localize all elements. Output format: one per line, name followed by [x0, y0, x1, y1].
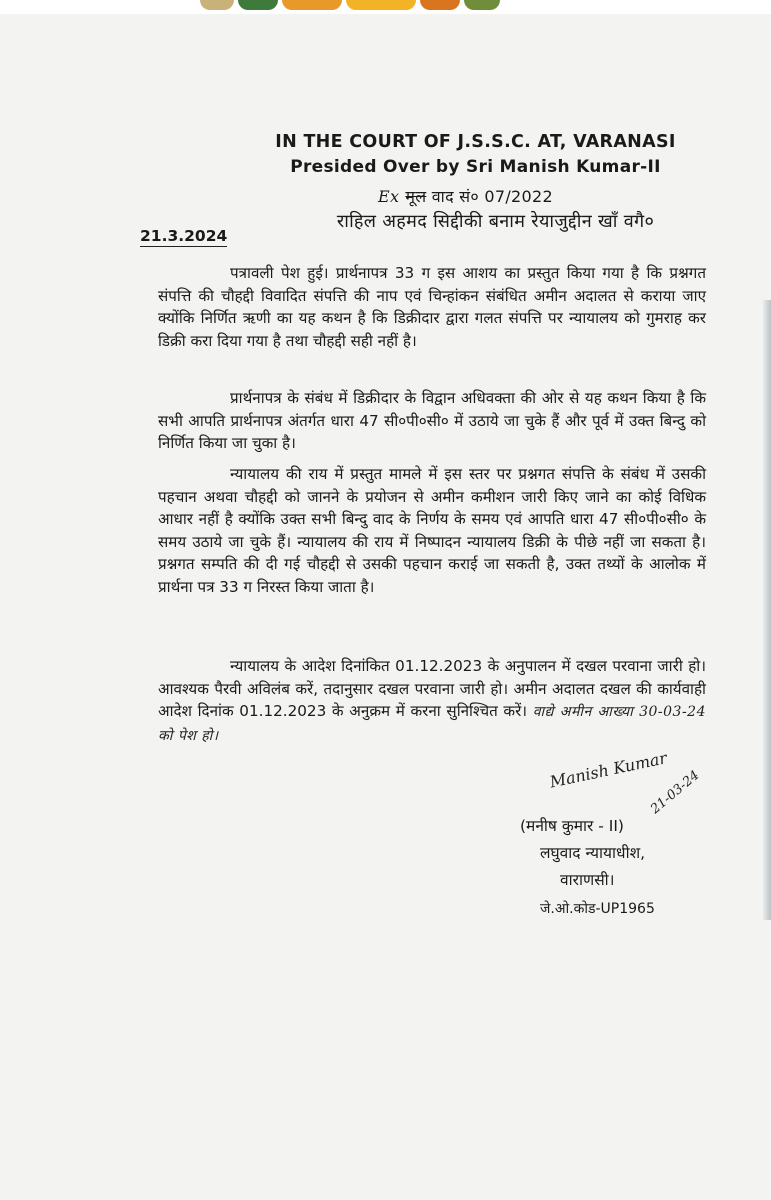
paragraph-1: [158, 262, 706, 352]
paragraph-2: [158, 387, 706, 455]
paragraph-4-text: न्यायालय के आदेश दिनांकित 01.12.2023 के अनुपालन में दखल परवाना जारी हो। आवश्यक पैरवी अविलंब करें, तदानुसार दखल परवाना जारी हो। अमीन अदालत दखल की कार्यवाही आदेश दिनांक 01.12.2023 के अनुक्रम में करना सुनिश्चित करें।: [158, 657, 706, 720]
case-parties: राहिल अहमद सिद्दीकी बनाम रेयाजुद्दीन खाँ वगै०: [336, 211, 655, 232]
paragraph-3: [158, 463, 706, 598]
judge-name: (मनीष कुमार - II): [520, 817, 624, 835]
case-prefix-struck: मूल: [405, 187, 427, 206]
judge-designation: लघुवाद न्यायाधीश,: [540, 844, 646, 862]
presiding-officer: Presided Over by Sri Manish Kumar-II: [290, 157, 661, 177]
judicial-officer-code: जे.ओ.कोड-UP1965: [540, 901, 655, 917]
paragraph-4: [158, 655, 706, 747]
paragraph-3-text: न्यायालय की राय में प्रस्तुत मामले में इस स्तर पर प्रश्नगत संपत्ति के संबंध में उसकी पहचान अथवा चौहद्दी को जानने के प्रयोजन से अमीन कमीशन जारी किए जाने का कोई विधिक आधार नहीं है क्योंकि उक्त सभी बिन्दु वाद के निर्णय के समय एवं आपति धारा 47 सी०पी०सी० के समय उठाये जा चुके हैं। न्यायालय की राय में निष्पादन न्यायालय डिक्री के पीछे नहीं जा सकता है। प्रश्नगत सम्पति की दी गई चौहद्दी से उसकी पहचान कराई जा सकती है, उक्त तथ्यों के आलोक में प्रार्थना पत्र 33 ग निरस्त किया जाता है।: [158, 465, 706, 596]
paragraph-2-text: प्रार्थनापत्र के संबंध में डिक्रीदार के विद्वान अधिवक्ता की ओर से यह कथन किया है कि सभी आपति प्रार्थनापत्र अंतर्गत धारा 47 सी०पी०सी० में उठाये जा चुके हैं और पूर्व में उक्त बिन्दु को निर्णित किया जा चुका है।: [158, 389, 706, 452]
case-number-line: [80, 185, 771, 207]
paragraph-1-text: पत्रावली पेश हुई। प्रार्थनापत्र 33 ग इस आशय का प्रस्तुत किया गया है कि प्रश्नगत संपत्ति की चौहद्दी विवादित संपत्ति की नाप एवं चिन्हांकन संबंधित अमीन अदालत से कराया जाए क्योंकि निर्णित ऋणी का यह कथन है कि डिक्रीदार द्वारा गलत संपत्ति पर न्यायालय को गुमराह कर डिक्री करा दिया गया है तथा चौहद्दी सही नहीं है।: [158, 264, 706, 350]
handwritten-signature: Manish Kumar: [548, 748, 669, 792]
judge-place: वाराणसी।: [560, 871, 615, 889]
case-prefix-handwritten: Ex: [378, 187, 400, 206]
signature-date: 21-03-24: [648, 767, 703, 818]
order-date: 21.3.2024: [140, 227, 228, 245]
court-title: IN THE COURT OF J.S.S.C. AT, VARANASI: [275, 132, 676, 152]
case-number: वाद सं० 07/2022: [431, 187, 553, 206]
handwritten-note: वाद्ये अमीन आख्या 30-03-24 को पेश हो।: [158, 704, 707, 744]
